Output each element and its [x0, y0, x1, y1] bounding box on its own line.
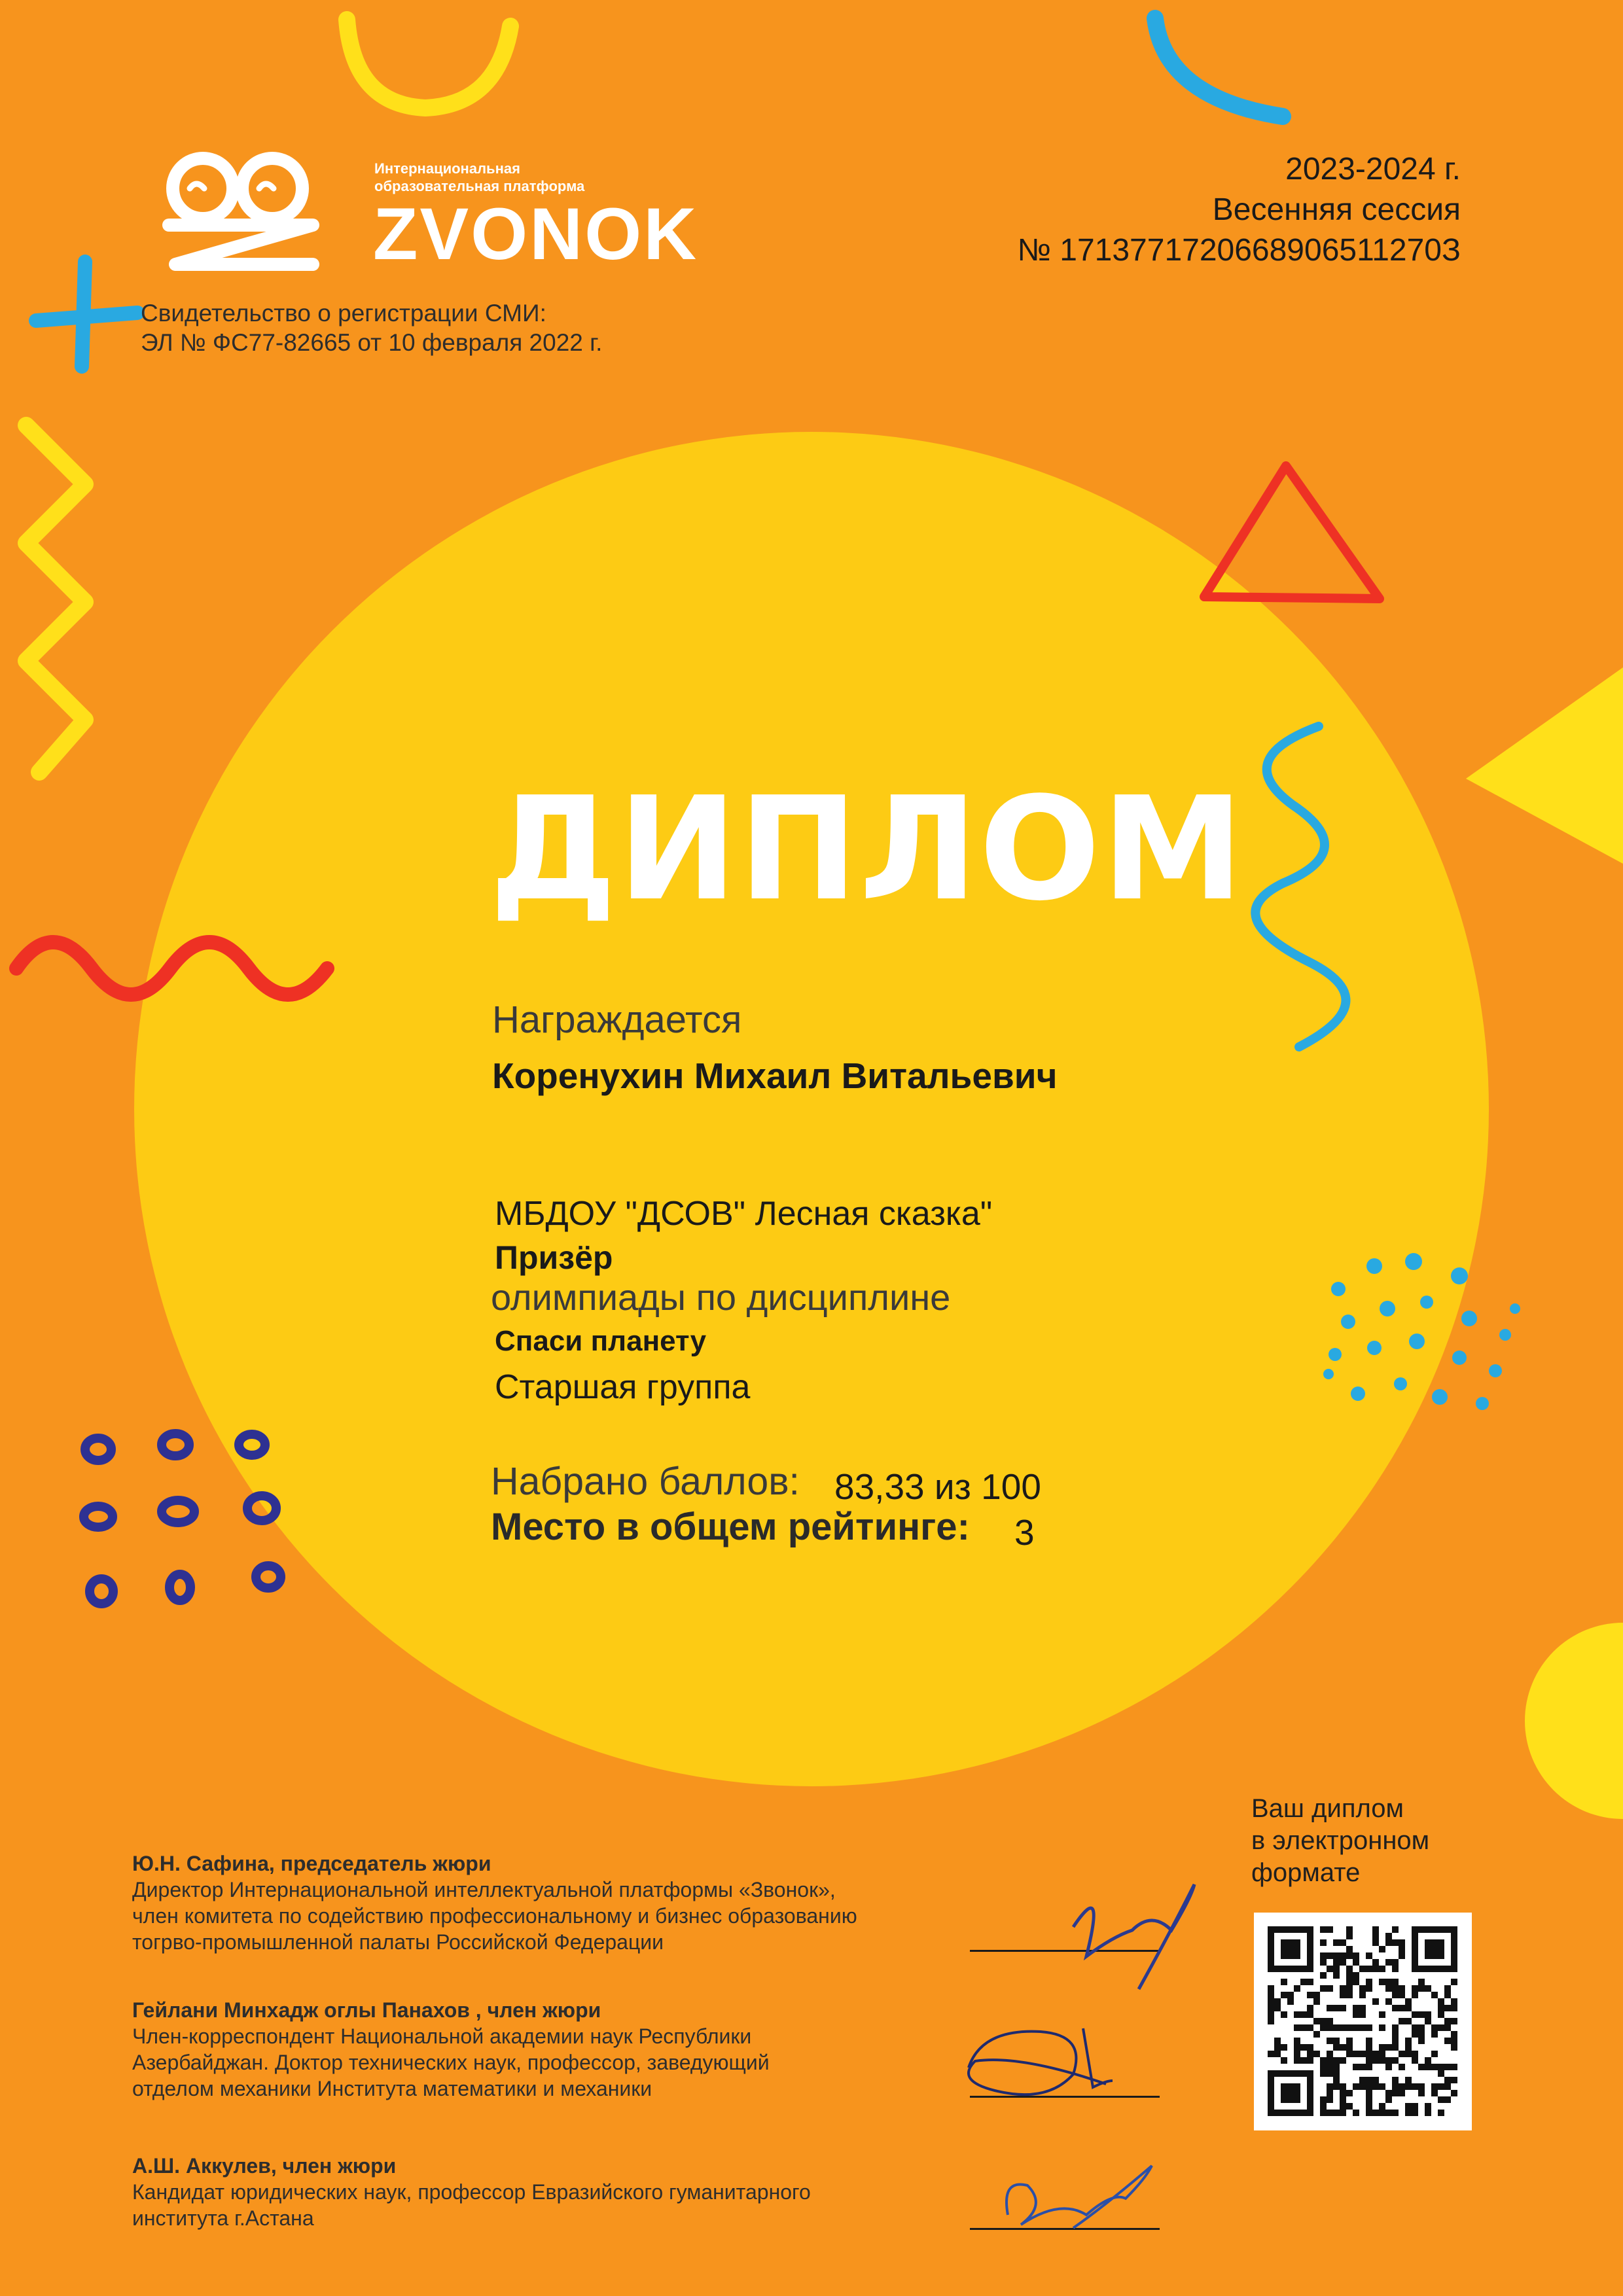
score-label: Набрано баллов: — [491, 1460, 800, 1503]
diploma-title: ДИПЛОМ — [490, 767, 1245, 932]
logo-wordmark: ZVONOK — [373, 193, 699, 275]
qr-caption-line: в электронном — [1251, 1826, 1430, 1855]
jury-description: член комитета по содействию профессиональному и бизнес образованию — [132, 1904, 857, 1928]
age-group: Старшая группа — [495, 1368, 751, 1406]
qr-caption — [1251, 1793, 1429, 1889]
signature-1 — [1073, 1884, 1194, 1989]
jury-description: Член-корреспондент Национальной академии наук Республики — [132, 2024, 752, 2048]
olympiad-label: олимпиады по дисциплине — [491, 1277, 951, 1318]
logo-subtitle-line: Интернациональная — [374, 160, 520, 177]
qr-code-icon — [1254, 1913, 1472, 2130]
qr-caption-line: Ваш диплом — [1251, 1794, 1404, 1823]
academic-year: 2023-2024 г. — [1285, 152, 1461, 186]
registration-line: ЭЛ № ФС77-82665 от 10 февраля 2022 г. — [141, 329, 603, 356]
qr-caption-line: формате — [1251, 1858, 1361, 1887]
signature-2 — [969, 2028, 1113, 2094]
jury-name: Гейлани Минхадж оглы Панахов , член жюри — [132, 1998, 601, 2022]
jury-name: А.Ш. Аккулев, член жюри — [132, 2154, 397, 2178]
registration-line: Свидетельство о регистрации СМИ: — [141, 300, 546, 327]
jury-description: института г.Астана — [132, 2206, 314, 2230]
rank-label: Место в общем рейтинге: — [491, 1506, 970, 1548]
award-status: Призёр — [495, 1239, 613, 1276]
recipient-name: Коренухин Михаил Витальевич — [492, 1055, 1058, 1096]
discipline-name: Спаси планету — [495, 1325, 707, 1357]
jury-description: тогрво-промышленной палаты Российской Федерации — [132, 1930, 664, 1954]
jury-description: Кандидат юридических наук, профессор Евразийского гуманитарного — [132, 2180, 811, 2204]
organization: МБДОУ "ДСОВ" Лесная сказка" — [495, 1195, 993, 1233]
logo-subtitle-line: образовательная платформа — [374, 178, 585, 194]
diploma-number: № 1713771720668906511270З — [1017, 233, 1461, 268]
score-value: 83,33 из 100 — [834, 1466, 1041, 1507]
jury-name: Ю.Н. Сафина, председатель жюри — [132, 1852, 491, 1875]
rank-value: 3 — [1014, 1512, 1035, 1553]
jury-description: Азербайджан. Доктор технических наук, профессор, заведующий — [132, 2051, 770, 2074]
jury-description: Директор Интернациональной интеллектуальной платформы «Звонок», — [132, 1878, 836, 1901]
session-name: Весенняя сессия — [1212, 192, 1461, 227]
awarded-label: Награждается — [492, 998, 742, 1041]
qr-code[interactable] — [1254, 1913, 1472, 2130]
jury-description: отделом механики Института математики и механики — [132, 2077, 652, 2100]
signature-3 — [1007, 2166, 1152, 2228]
